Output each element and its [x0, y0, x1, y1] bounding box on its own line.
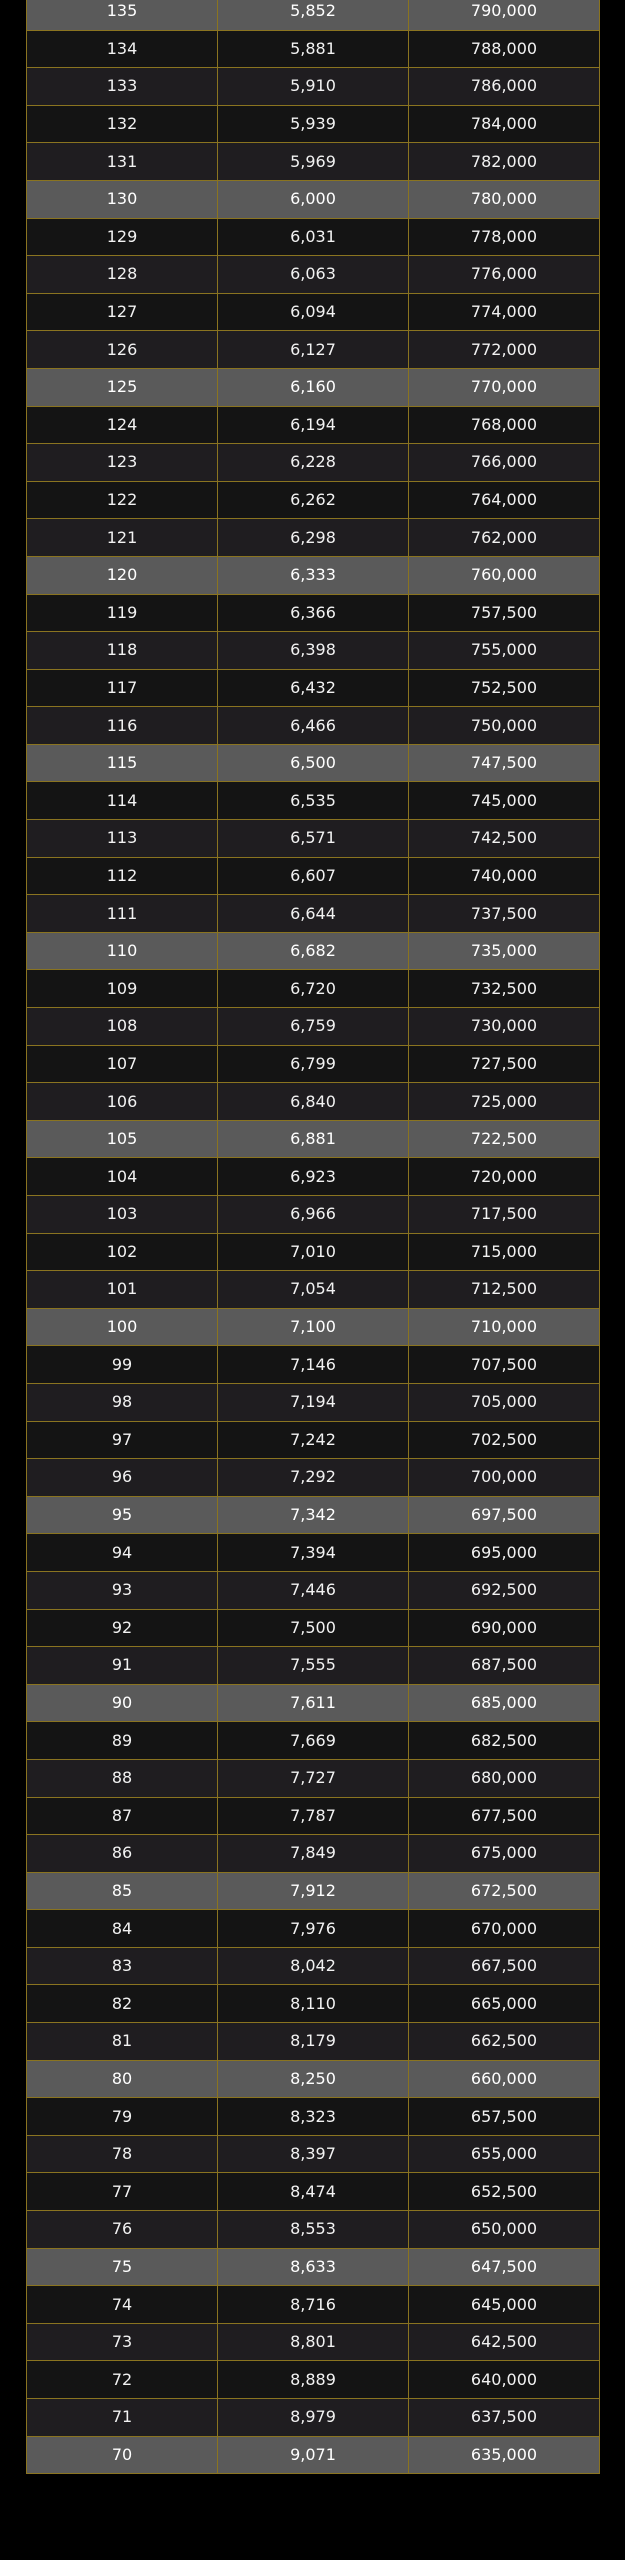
table-row: [27, 1120, 600, 1158]
total-cell: 732,500: [409, 970, 600, 1008]
points-cell: 7,787: [218, 1797, 409, 1835]
points-cell: 6,881: [218, 1120, 409, 1158]
level-cell: 108: [27, 1008, 218, 1046]
points-cell: 5,881: [218, 30, 409, 68]
level-cell: 73: [27, 2323, 218, 2361]
table-row: [27, 556, 600, 594]
level-cell: 124: [27, 406, 218, 444]
table-row: [27, 2436, 600, 2474]
points-cell: 6,398: [218, 632, 409, 670]
points-cell: 7,342: [218, 1496, 409, 1534]
total-cell: 757,500: [409, 594, 600, 632]
total-cell: 670,000: [409, 1910, 600, 1948]
points-cell: 8,110: [218, 1985, 409, 2023]
level-cell: 114: [27, 782, 218, 820]
table-row: [27, 0, 600, 30]
points-cell: 6,432: [218, 669, 409, 707]
total-cell: 727,500: [409, 1045, 600, 1083]
points-cell: 6,682: [218, 932, 409, 970]
total-cell: 647,500: [409, 2248, 600, 2286]
level-cell: 101: [27, 1271, 218, 1309]
level-cell: 94: [27, 1534, 218, 1572]
table-row: [27, 1459, 600, 1497]
level-cell: 79: [27, 2098, 218, 2136]
level-cell: 128: [27, 256, 218, 294]
table-row: [27, 707, 600, 745]
data-table: [26, 0, 600, 2474]
total-cell: 650,000: [409, 2211, 600, 2249]
level-cell: 89: [27, 1722, 218, 1760]
table-row: [27, 2135, 600, 2173]
table-row: [27, 782, 600, 820]
total-cell: 742,500: [409, 820, 600, 858]
table-row: [27, 1985, 600, 2023]
total-cell: 675,000: [409, 1835, 600, 1873]
level-cell: 100: [27, 1308, 218, 1346]
points-cell: 6,160: [218, 368, 409, 406]
points-cell: 8,042: [218, 1947, 409, 1985]
points-cell: 7,912: [218, 1872, 409, 1910]
level-cell: 72: [27, 2361, 218, 2399]
total-cell: 697,500: [409, 1496, 600, 1534]
level-cell: 93: [27, 1571, 218, 1609]
table-row: [27, 180, 600, 218]
total-cell: 710,000: [409, 1308, 600, 1346]
table-body: [27, 0, 600, 2474]
level-cell: 121: [27, 519, 218, 557]
total-cell: 700,000: [409, 1459, 600, 1497]
total-cell: 712,500: [409, 1271, 600, 1309]
table-row: [27, 1571, 600, 1609]
points-cell: 7,555: [218, 1647, 409, 1685]
total-cell: 770,000: [409, 368, 600, 406]
total-cell: 725,000: [409, 1083, 600, 1121]
level-cell: 133: [27, 68, 218, 106]
total-cell: 685,000: [409, 1684, 600, 1722]
points-cell: 8,889: [218, 2361, 409, 2399]
points-cell: 6,966: [218, 1196, 409, 1234]
level-cell: 103: [27, 1196, 218, 1234]
table-row: [27, 444, 600, 482]
table-row: [27, 368, 600, 406]
level-cell: 81: [27, 2023, 218, 2061]
level-cell: 131: [27, 143, 218, 181]
total-cell: 662,500: [409, 2023, 600, 2061]
table-row: [27, 594, 600, 632]
total-cell: 645,000: [409, 2286, 600, 2324]
level-cell: 76: [27, 2211, 218, 2249]
level-cell: 102: [27, 1233, 218, 1271]
total-cell: 790,000: [409, 0, 600, 30]
total-cell: 660,000: [409, 2060, 600, 2098]
table-row: [27, 1684, 600, 1722]
table-row: [27, 1496, 600, 1534]
total-cell: 665,000: [409, 1985, 600, 2023]
level-cell: 125: [27, 368, 218, 406]
total-cell: 690,000: [409, 1609, 600, 1647]
table-row: [27, 30, 600, 68]
total-cell: 705,000: [409, 1383, 600, 1421]
total-cell: 745,000: [409, 782, 600, 820]
total-cell: 707,500: [409, 1346, 600, 1384]
points-cell: 6,194: [218, 406, 409, 444]
points-cell: 7,669: [218, 1722, 409, 1760]
table-row: [27, 632, 600, 670]
total-cell: 682,500: [409, 1722, 600, 1760]
table-row: [27, 331, 600, 369]
table-row: [27, 1196, 600, 1234]
points-cell: 8,250: [218, 2060, 409, 2098]
level-cell: 98: [27, 1383, 218, 1421]
level-cell: 97: [27, 1421, 218, 1459]
points-cell: 7,292: [218, 1459, 409, 1497]
points-cell: 5,939: [218, 105, 409, 143]
total-cell: 768,000: [409, 406, 600, 444]
table-row: [27, 1008, 600, 1046]
table-row: [27, 143, 600, 181]
level-cell: 123: [27, 444, 218, 482]
total-cell: 772,000: [409, 331, 600, 369]
table-row: [27, 1534, 600, 1572]
total-cell: 687,500: [409, 1647, 600, 1685]
total-cell: 715,000: [409, 1233, 600, 1271]
table-row: [27, 970, 600, 1008]
points-cell: 6,571: [218, 820, 409, 858]
points-cell: 6,262: [218, 481, 409, 519]
total-cell: 755,000: [409, 632, 600, 670]
total-cell: 778,000: [409, 218, 600, 256]
points-cell: 6,759: [218, 1008, 409, 1046]
total-cell: 737,500: [409, 895, 600, 933]
table-row: [27, 2399, 600, 2437]
table-row: [27, 1872, 600, 1910]
total-cell: 695,000: [409, 1534, 600, 1572]
table-row: [27, 1083, 600, 1121]
total-cell: 788,000: [409, 30, 600, 68]
points-cell: 5,852: [218, 0, 409, 30]
total-cell: 655,000: [409, 2135, 600, 2173]
points-cell: 6,366: [218, 594, 409, 632]
level-cell: 83: [27, 1947, 218, 1985]
total-cell: 774,000: [409, 293, 600, 331]
table-row: [27, 1947, 600, 1985]
points-cell: 7,849: [218, 1835, 409, 1873]
points-cell: 6,031: [218, 218, 409, 256]
total-cell: 677,500: [409, 1797, 600, 1835]
points-cell: 8,633: [218, 2248, 409, 2286]
data-table-container: [26, 0, 599, 2474]
points-cell: 7,010: [218, 1233, 409, 1271]
table-row: [27, 1797, 600, 1835]
table-row: [27, 932, 600, 970]
level-cell: 112: [27, 857, 218, 895]
points-cell: 6,094: [218, 293, 409, 331]
level-cell: 74: [27, 2286, 218, 2324]
points-cell: 6,840: [218, 1083, 409, 1121]
level-cell: 88: [27, 1759, 218, 1797]
points-cell: 9,071: [218, 2436, 409, 2474]
level-cell: 75: [27, 2248, 218, 2286]
table-row: [27, 1835, 600, 1873]
points-cell: 6,466: [218, 707, 409, 745]
level-cell: 134: [27, 30, 218, 68]
level-cell: 95: [27, 1496, 218, 1534]
level-cell: 86: [27, 1835, 218, 1873]
level-cell: 122: [27, 481, 218, 519]
level-cell: 116: [27, 707, 218, 745]
table-row: [27, 857, 600, 895]
points-cell: 6,607: [218, 857, 409, 895]
table-row: [27, 1346, 600, 1384]
points-cell: 6,228: [218, 444, 409, 482]
level-cell: 92: [27, 1609, 218, 1647]
table-row: [27, 68, 600, 106]
total-cell: 766,000: [409, 444, 600, 482]
level-cell: 87: [27, 1797, 218, 1835]
total-cell: 702,500: [409, 1421, 600, 1459]
level-cell: 110: [27, 932, 218, 970]
level-cell: 129: [27, 218, 218, 256]
total-cell: 752,500: [409, 669, 600, 707]
level-cell: 111: [27, 895, 218, 933]
level-cell: 104: [27, 1158, 218, 1196]
table-row: [27, 2361, 600, 2399]
table-row: [27, 1308, 600, 1346]
total-cell: 735,000: [409, 932, 600, 970]
table-row: [27, 820, 600, 858]
total-cell: 667,500: [409, 1947, 600, 1985]
level-cell: 90: [27, 1684, 218, 1722]
points-cell: 5,969: [218, 143, 409, 181]
level-cell: 109: [27, 970, 218, 1008]
table-row: [27, 1158, 600, 1196]
table-row: [27, 1421, 600, 1459]
points-cell: 7,611: [218, 1684, 409, 1722]
level-cell: 105: [27, 1120, 218, 1158]
level-cell: 120: [27, 556, 218, 594]
level-cell: 82: [27, 1985, 218, 2023]
points-cell: 7,146: [218, 1346, 409, 1384]
table-row: [27, 669, 600, 707]
points-cell: 7,500: [218, 1609, 409, 1647]
points-cell: 8,474: [218, 2173, 409, 2211]
total-cell: 652,500: [409, 2173, 600, 2211]
level-cell: 70: [27, 2436, 218, 2474]
points-cell: 7,727: [218, 1759, 409, 1797]
table-row: [27, 1045, 600, 1083]
level-cell: 130: [27, 180, 218, 218]
total-cell: 730,000: [409, 1008, 600, 1046]
total-cell: 637,500: [409, 2399, 600, 2437]
points-cell: 8,979: [218, 2399, 409, 2437]
level-cell: 71: [27, 2399, 218, 2437]
total-cell: 722,500: [409, 1120, 600, 1158]
table-row: [27, 1759, 600, 1797]
table-row: [27, 2023, 600, 2061]
total-cell: 657,500: [409, 2098, 600, 2136]
points-cell: 7,394: [218, 1534, 409, 1572]
table-row: [27, 481, 600, 519]
total-cell: 776,000: [409, 256, 600, 294]
table-row: [27, 2098, 600, 2136]
points-cell: 7,242: [218, 1421, 409, 1459]
table-row: [27, 1910, 600, 1948]
table-row: [27, 2060, 600, 2098]
table-row: [27, 519, 600, 557]
level-cell: 126: [27, 331, 218, 369]
points-cell: 8,801: [218, 2323, 409, 2361]
points-cell: 6,644: [218, 895, 409, 933]
level-cell: 80: [27, 2060, 218, 2098]
total-cell: 640,000: [409, 2361, 600, 2399]
total-cell: 780,000: [409, 180, 600, 218]
level-cell: 78: [27, 2135, 218, 2173]
total-cell: 692,500: [409, 1571, 600, 1609]
level-cell: 127: [27, 293, 218, 331]
table-row: [27, 1722, 600, 1760]
table-row: [27, 218, 600, 256]
points-cell: 6,500: [218, 744, 409, 782]
level-cell: 85: [27, 1872, 218, 1910]
level-cell: 77: [27, 2173, 218, 2211]
total-cell: 750,000: [409, 707, 600, 745]
total-cell: 672,500: [409, 1872, 600, 1910]
total-cell: 762,000: [409, 519, 600, 557]
total-cell: 680,000: [409, 1759, 600, 1797]
points-cell: 6,000: [218, 180, 409, 218]
total-cell: 760,000: [409, 556, 600, 594]
points-cell: 6,923: [218, 1158, 409, 1196]
level-cell: 117: [27, 669, 218, 707]
table-row: [27, 1609, 600, 1647]
table-row: [27, 256, 600, 294]
level-cell: 119: [27, 594, 218, 632]
level-cell: 132: [27, 105, 218, 143]
points-cell: 7,446: [218, 1571, 409, 1609]
points-cell: 7,100: [218, 1308, 409, 1346]
table-row: [27, 293, 600, 331]
total-cell: 720,000: [409, 1158, 600, 1196]
points-cell: 6,720: [218, 970, 409, 1008]
total-cell: 782,000: [409, 143, 600, 181]
table-row: [27, 2248, 600, 2286]
total-cell: 784,000: [409, 105, 600, 143]
level-cell: 118: [27, 632, 218, 670]
level-cell: 91: [27, 1647, 218, 1685]
level-cell: 113: [27, 820, 218, 858]
level-cell: 106: [27, 1083, 218, 1121]
level-cell: 99: [27, 1346, 218, 1384]
total-cell: 635,000: [409, 2436, 600, 2474]
table-row: [27, 105, 600, 143]
points-cell: 8,553: [218, 2211, 409, 2249]
table-row: [27, 2286, 600, 2324]
table-row: [27, 1271, 600, 1309]
table-row: [27, 1233, 600, 1271]
points-cell: 7,054: [218, 1271, 409, 1309]
points-cell: 7,976: [218, 1910, 409, 1948]
points-cell: 8,716: [218, 2286, 409, 2324]
points-cell: 6,333: [218, 556, 409, 594]
level-cell: 96: [27, 1459, 218, 1497]
level-cell: 107: [27, 1045, 218, 1083]
table-row: [27, 2323, 600, 2361]
total-cell: 764,000: [409, 481, 600, 519]
level-cell: 84: [27, 1910, 218, 1948]
points-cell: 8,179: [218, 2023, 409, 2061]
total-cell: 717,500: [409, 1196, 600, 1234]
points-cell: 6,298: [218, 519, 409, 557]
level-cell: 135: [27, 0, 218, 30]
points-cell: 6,063: [218, 256, 409, 294]
table-row: [27, 1647, 600, 1685]
total-cell: 786,000: [409, 68, 600, 106]
points-cell: 5,910: [218, 68, 409, 106]
points-cell: 6,535: [218, 782, 409, 820]
total-cell: 747,500: [409, 744, 600, 782]
total-cell: 740,000: [409, 857, 600, 895]
table-row: [27, 2211, 600, 2249]
table-row: [27, 406, 600, 444]
points-cell: 8,323: [218, 2098, 409, 2136]
table-row: [27, 895, 600, 933]
points-cell: 7,194: [218, 1383, 409, 1421]
points-cell: 8,397: [218, 2135, 409, 2173]
level-cell: 115: [27, 744, 218, 782]
table-row: [27, 744, 600, 782]
total-cell: 642,500: [409, 2323, 600, 2361]
table-row: [27, 2173, 600, 2211]
points-cell: 6,799: [218, 1045, 409, 1083]
points-cell: 6,127: [218, 331, 409, 369]
table-row: [27, 1383, 600, 1421]
